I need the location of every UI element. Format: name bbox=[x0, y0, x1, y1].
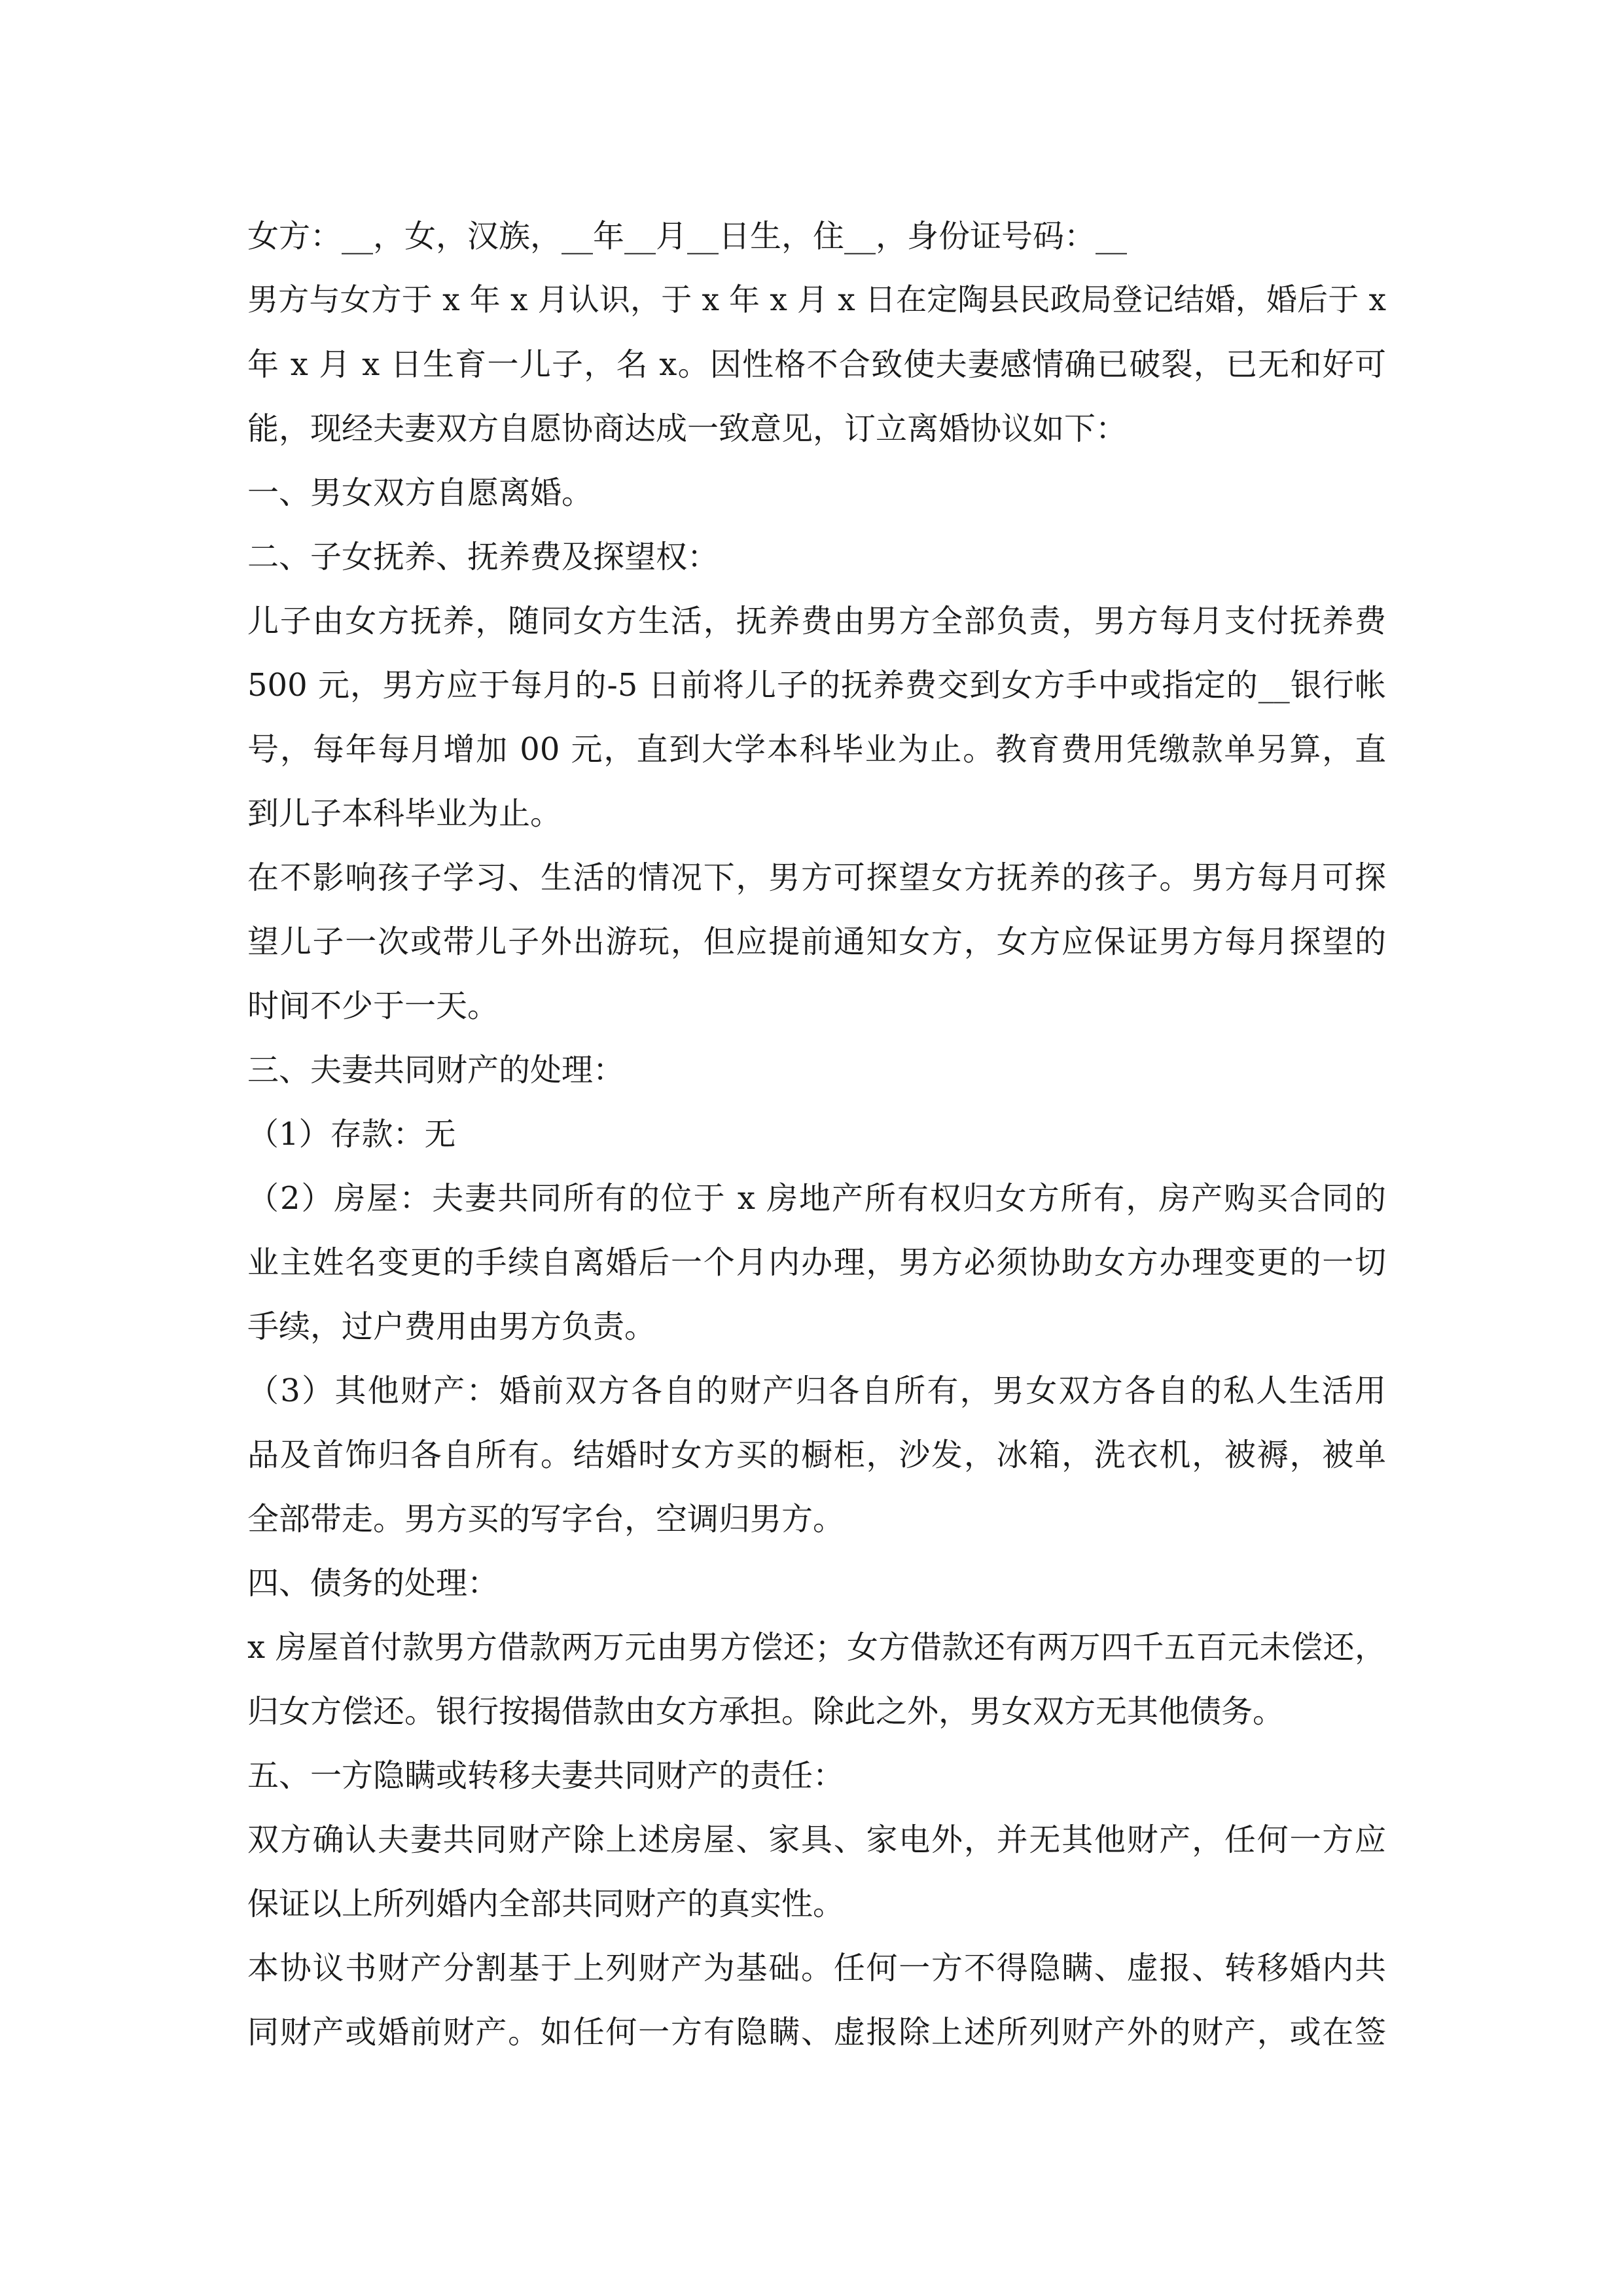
text-line: 五、一方隐瞒或转移夫妻共同财产的责任： bbox=[247, 1757, 845, 1794]
document-body bbox=[247, 204, 1386, 2064]
text-line: 在不影响孩子学习、生活的情况下，男方可探望女方抚养的孩子。男方每月可探 bbox=[247, 859, 1386, 896]
text-line: （3）其他财产：婚前双方各自的财产归各自所有，男女双方各自的私人生活用 bbox=[247, 1372, 1386, 1409]
text-line: 号，每年每月增加 00 元，直到大学本科毕业为止。教育费用凭缴款单另算，直 bbox=[247, 731, 1386, 768]
text-line: 双方确认夫妻共同财产除上述房屋、家具、家电外，并无其他财产，任何一方应 bbox=[247, 1821, 1386, 1858]
text-line: 二、子女抚养、抚养费及探望权： bbox=[247, 539, 719, 575]
text-line: 到儿子本科毕业为止。 bbox=[247, 795, 562, 832]
text-line: 女方：__，女，汉族，__年__月__日生，住__，身份证号码：__ bbox=[247, 218, 1128, 255]
text-line: 本协议书财产分割基于上列财产为基础。任何一方不得隐瞒、虚报、转移婚内共 bbox=[247, 1950, 1386, 1986]
text-line: 能，现经夫妻双方自愿协商达成一致意见，订立离婚协议如下： bbox=[247, 410, 1128, 447]
text-line: 品及首饰归各自所有。结婚时女方买的橱柜，沙发，冰箱，洗衣机，被褥，被单 bbox=[247, 1437, 1386, 1473]
text-line: 望儿子一次或带儿子外出游玩，但应提前通知女方，女方应保证男方每月探望的 bbox=[247, 924, 1386, 960]
text-line: 年 x 月 x 日生育一儿子，名 x。因性格不合致使夫妻感情确已破裂，已无和好可 bbox=[247, 346, 1386, 383]
text-line: 时间不少于一天。 bbox=[247, 988, 499, 1024]
text-line: 手续，过户费用由男方负责。 bbox=[247, 1308, 656, 1345]
text-line: 归女方偿还。银行按揭借款由女方承担。除此之外，男女双方无其他债务。 bbox=[247, 1693, 1285, 1730]
text-line: 儿子由女方抚养，随同女方生活，抚养费由男方全部负责，男方每月支付抚养费 bbox=[247, 603, 1386, 639]
text-line: 四、债务的处理： bbox=[247, 1565, 499, 1602]
text-line: 同财产或婚前财产。如任何一方有隐瞒、虚报除上述所列财产外的财产，或在签 bbox=[247, 2014, 1386, 2051]
text-line: 全部带走。男方买的写字台，空调归男方。 bbox=[247, 1501, 845, 1537]
text-line: （2）房屋：夫妻共同所有的位于 x 房地产所有权归女方所有，房产购买合同的 bbox=[247, 1180, 1386, 1217]
text-line: 业主姓名变更的手续自离婚后一个月内办理，男方必须协助女方办理变更的一切 bbox=[247, 1244, 1386, 1281]
text-line: 一、男女双方自愿离婚。 bbox=[247, 475, 594, 511]
text-line: 500 元，男方应于每月的-5 日前将儿子的抚养费交到女方手中或指定的__银行帐 bbox=[247, 667, 1386, 704]
text-line: （1）存款：无 bbox=[247, 1116, 456, 1153]
text-line: 保证以上所列婚内全部共同财产的真实性。 bbox=[247, 1886, 845, 1922]
text-line: 三、夫妻共同财产的处理： bbox=[247, 1052, 625, 1088]
text-line: x 房屋首付款男方借款两万元由男方偿还；女方借款还有两万四千五百元未偿还， bbox=[247, 1629, 1386, 1666]
text-line: 男方与女方于 x 年 x 月认识，于 x 年 x 月 x 日在定陶县民政局登记结婚，婚后于 x bbox=[247, 282, 1386, 318]
